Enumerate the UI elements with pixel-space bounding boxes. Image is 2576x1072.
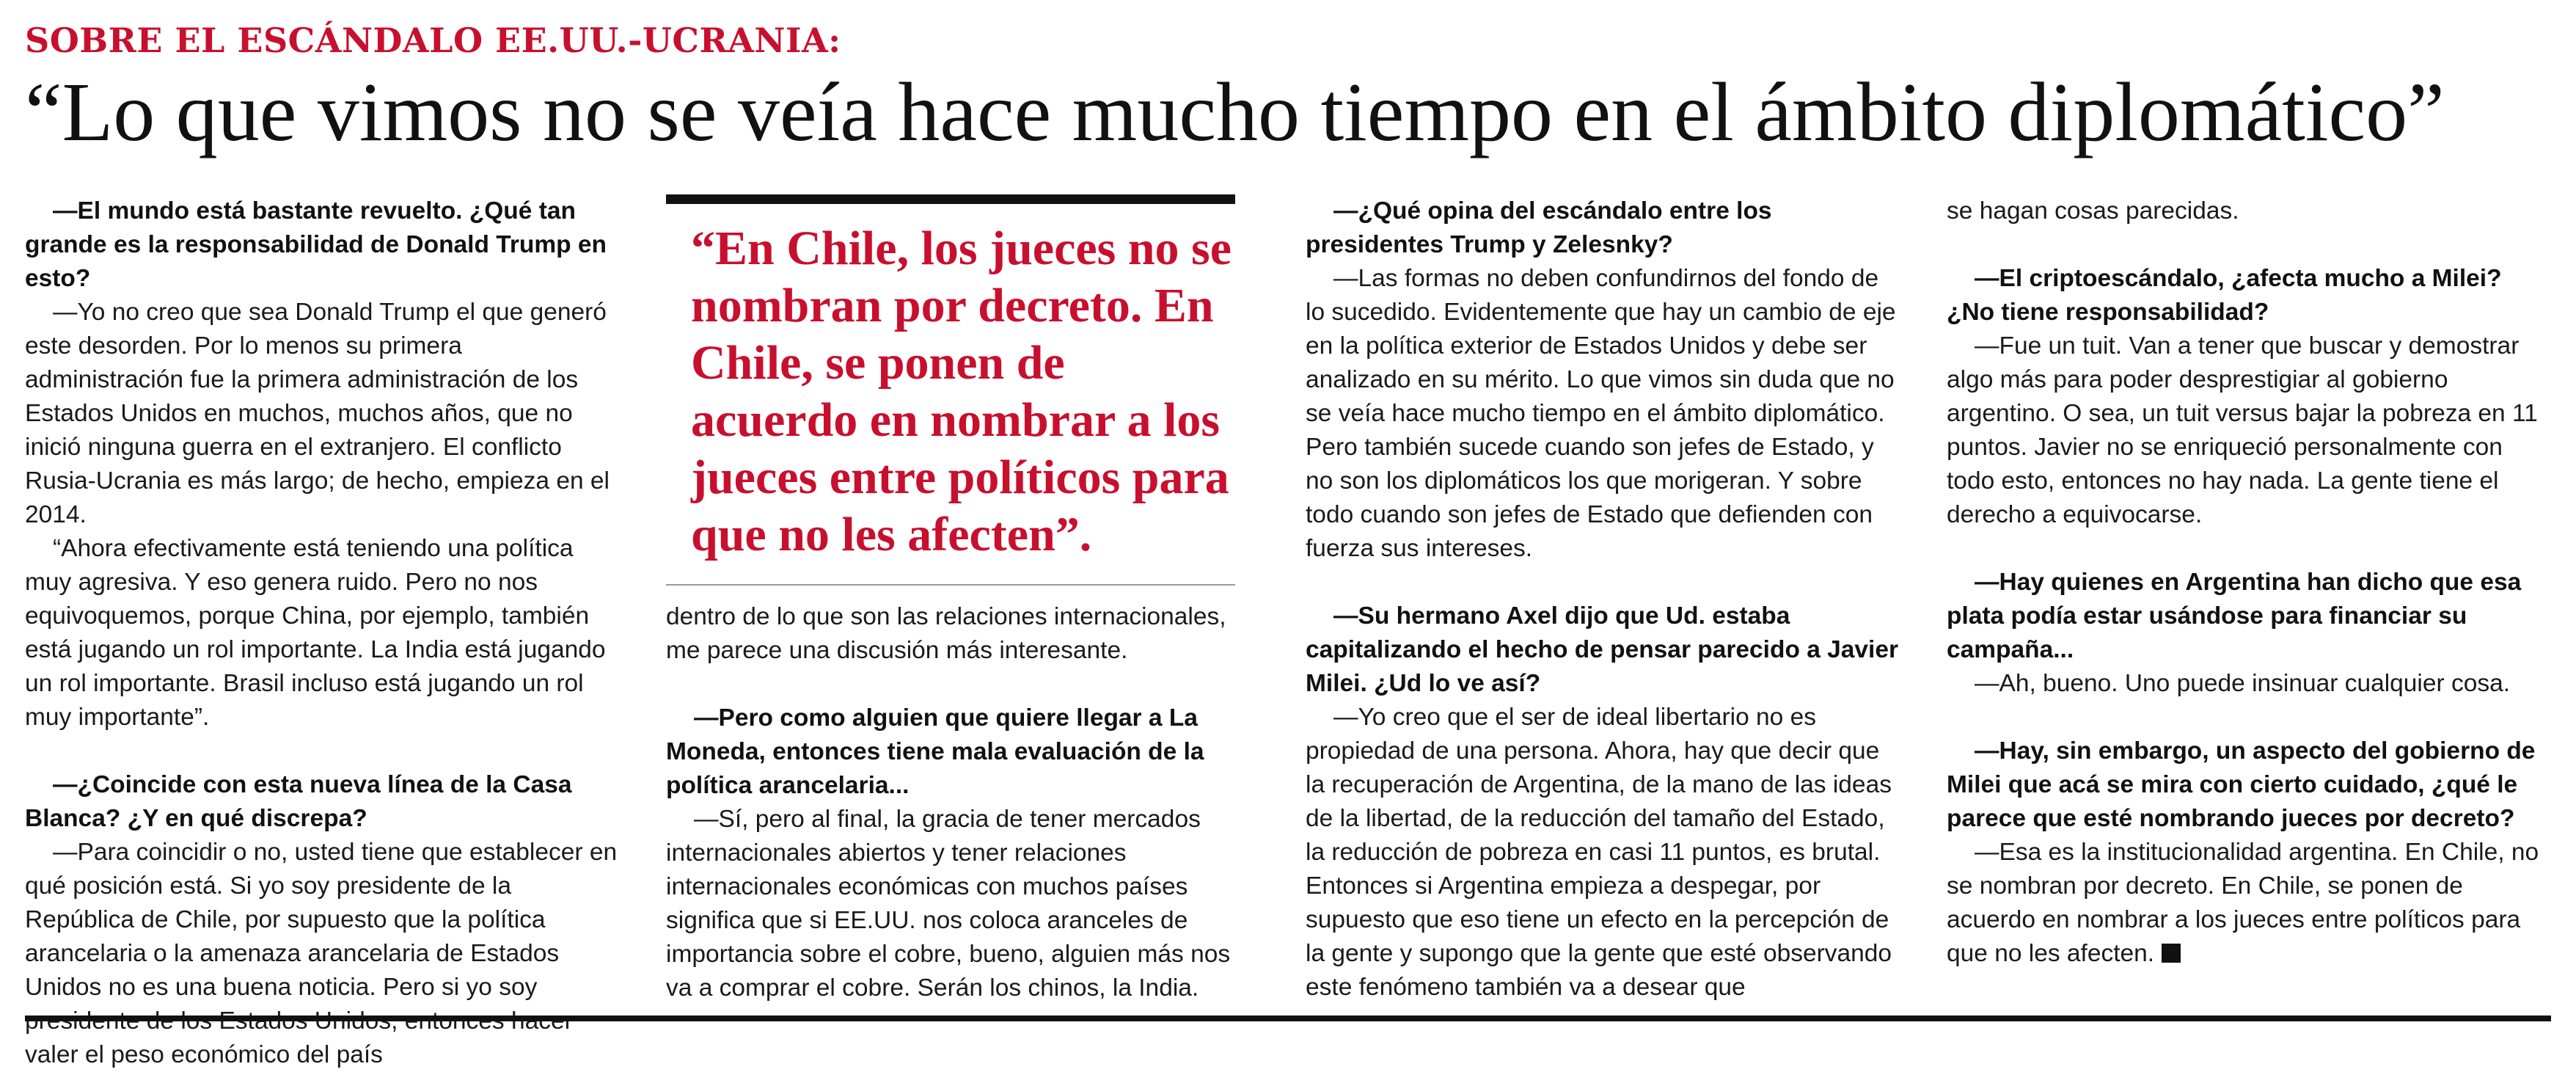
question: —¿Qué opina del escándalo entre los presidentes Trump y Zelesnky? [1306,197,1772,258]
answer: —Para coincidir o no, usted tiene que establecer en qué posición está. Si yo soy presidente de la República de Chile, por supuesto que la política arancelaria o la amenaza arancelaria de Estados Unidos no es una buena noticia. Pero si yo soy valer el peso económico del país [25,839,618,1068]
answer-continued: dentro de lo que son las relaciones internacionales, me parece una discusión más interesante. [666,603,1226,664]
question: —Hay quienes en Argentina han dicho que esa plata podía estar usándose para financiar su campaña... [1947,569,2522,663]
answer: “Ahora efectivamente está teniendo una política muy agresiva. Y eso genera ruido. Pero no nos equivoquemos, porque China, por ejemplo, también está jugando un rol importante. La India está jugando un rol importante. Brasil incluso está jugando un rol muy importante”. [25,535,606,731]
column-4 [1947,194,2541,971]
answer [1947,836,2541,971]
column-3 [1306,194,1900,1004]
pull-quote: “En Chile, los jueces no se nombran por decreto. En Chile, se ponen de acuerdo en nombrar a los jueces entre políticos para que no les afecten”. [691,222,1232,561]
headline: “Lo que vimos no se veía hace mucho tiempo en el ámbito diplomático” [25,65,2445,158]
bottom-rule [25,1016,2551,1021]
column-2 [666,194,1260,1005]
answer-text: —Esa es la institucionalidad argentina. En Chile, no se nombran por decreto. En Chile, se ponen de acuerdo en nombrar a los jueces entre políticos para que no les afecten. [1947,839,2539,967]
question: —El criptoescándalo, ¿afecta mucho a Milei? ¿No tiene responsabilidad? [1947,265,2502,326]
kicker: SOBRE EL ESCÁNDALO EE.UU.-UCRANIA: [25,21,841,60]
column-1 [25,194,619,1072]
end-of-article-icon [2162,944,2181,963]
pull-quote-bottom-rule [666,584,1235,586]
answer: —Yo creo que el ser de ideal libertario no es propiedad de una persona. Ahora, hay que decir que la recuperación de Argentina, de la mano de las ideas de la libertad, de la reducción del tamaño del Estado, la reducción de pobreza en casi 11 puntos, es brutal. Entonces si Argentina empieza a despegar, por supuesto que eso tiene un efecto en la percepción de la gente y supongo que la gente que esté observando este fenómeno también va a desear que [1306,704,1892,1001]
answer-continued: se hagan cosas parecidas. [1947,197,2239,225]
answer: —Yo no creo que sea Donald Trump el que generó este desorden. Por lo menos su primera administración fue la primera administración de los Estados Unidos en muchos, muchos años, que no inició ninguna guerra en el extranjero. El conflicto Rusia-Ucrania es más largo; de hecho, empieza en el 2014. [25,299,610,528]
answer: —Sí, pero al final, la gracia de tener mercados internacionales abiertos y tener relaciones internacionales económicas con muchos países significa que si EE.UU. nos coloca aranceles de importancia sobre el cobre, bueno, alguien más nos va a comprar el cobre. Serán los chinos, la India. [666,806,1231,1002]
question: —¿Coincide con esta nueva línea de la Casa Blanca? ¿Y en qué discrepa? [25,771,572,832]
question: —Su hermano Axel dijo que Ud. estaba capitalizando el hecho de pensar parecido a Javier Milei. ¿Ud lo ve así? [1306,602,1899,697]
answer: —Ah, bueno. Uno puede insinuar cualquier cosa. [1975,670,2511,697]
pull-quote-top-rule [666,194,1235,204]
question: —Hay, sin embargo, un aspecto del gobierno de Milei que acá se mira con cierto cuidado, ¿qué le parece que esté nombrando jueces por decreto? [1947,737,2536,832]
question: —El mundo está bastante revuelto. ¿Qué tan grande es la responsabilidad de Donald Trump en esto? [25,197,607,292]
question: —Pero como alguien que quiere llegar a La Moneda, entonces tiene mala evaluación de la política arancelaria... [666,704,1204,799]
answer: —Las formas no deben confundirnos del fondo de lo sucedido. Evidentemente que hay un cambio de eje en la política exterior de Estados Unidos y debe ser analizado en su mérito. Lo que vimos sin duda que no se veía hace mucho tiempo en el ámbito diplomático. Pero también sucede cuando son jefes de Estado, y no son los diplomáticos los que morigeran. Y sobre todo cuando son jefes de Estado que defienden con fuerza sus intereses. [1306,265,1896,562]
answer: —Fue un tuit. Van a tener que buscar y demostrar algo más para poder desprestigiar al gobierno argentino. O sea, un tuit versus bajar la pobreza en 11 puntos. Javier no se enriqueció personalmente con todo esto, entonces no hay nada. La gente tiene el derecho a equivocarse. [1947,332,2538,528]
